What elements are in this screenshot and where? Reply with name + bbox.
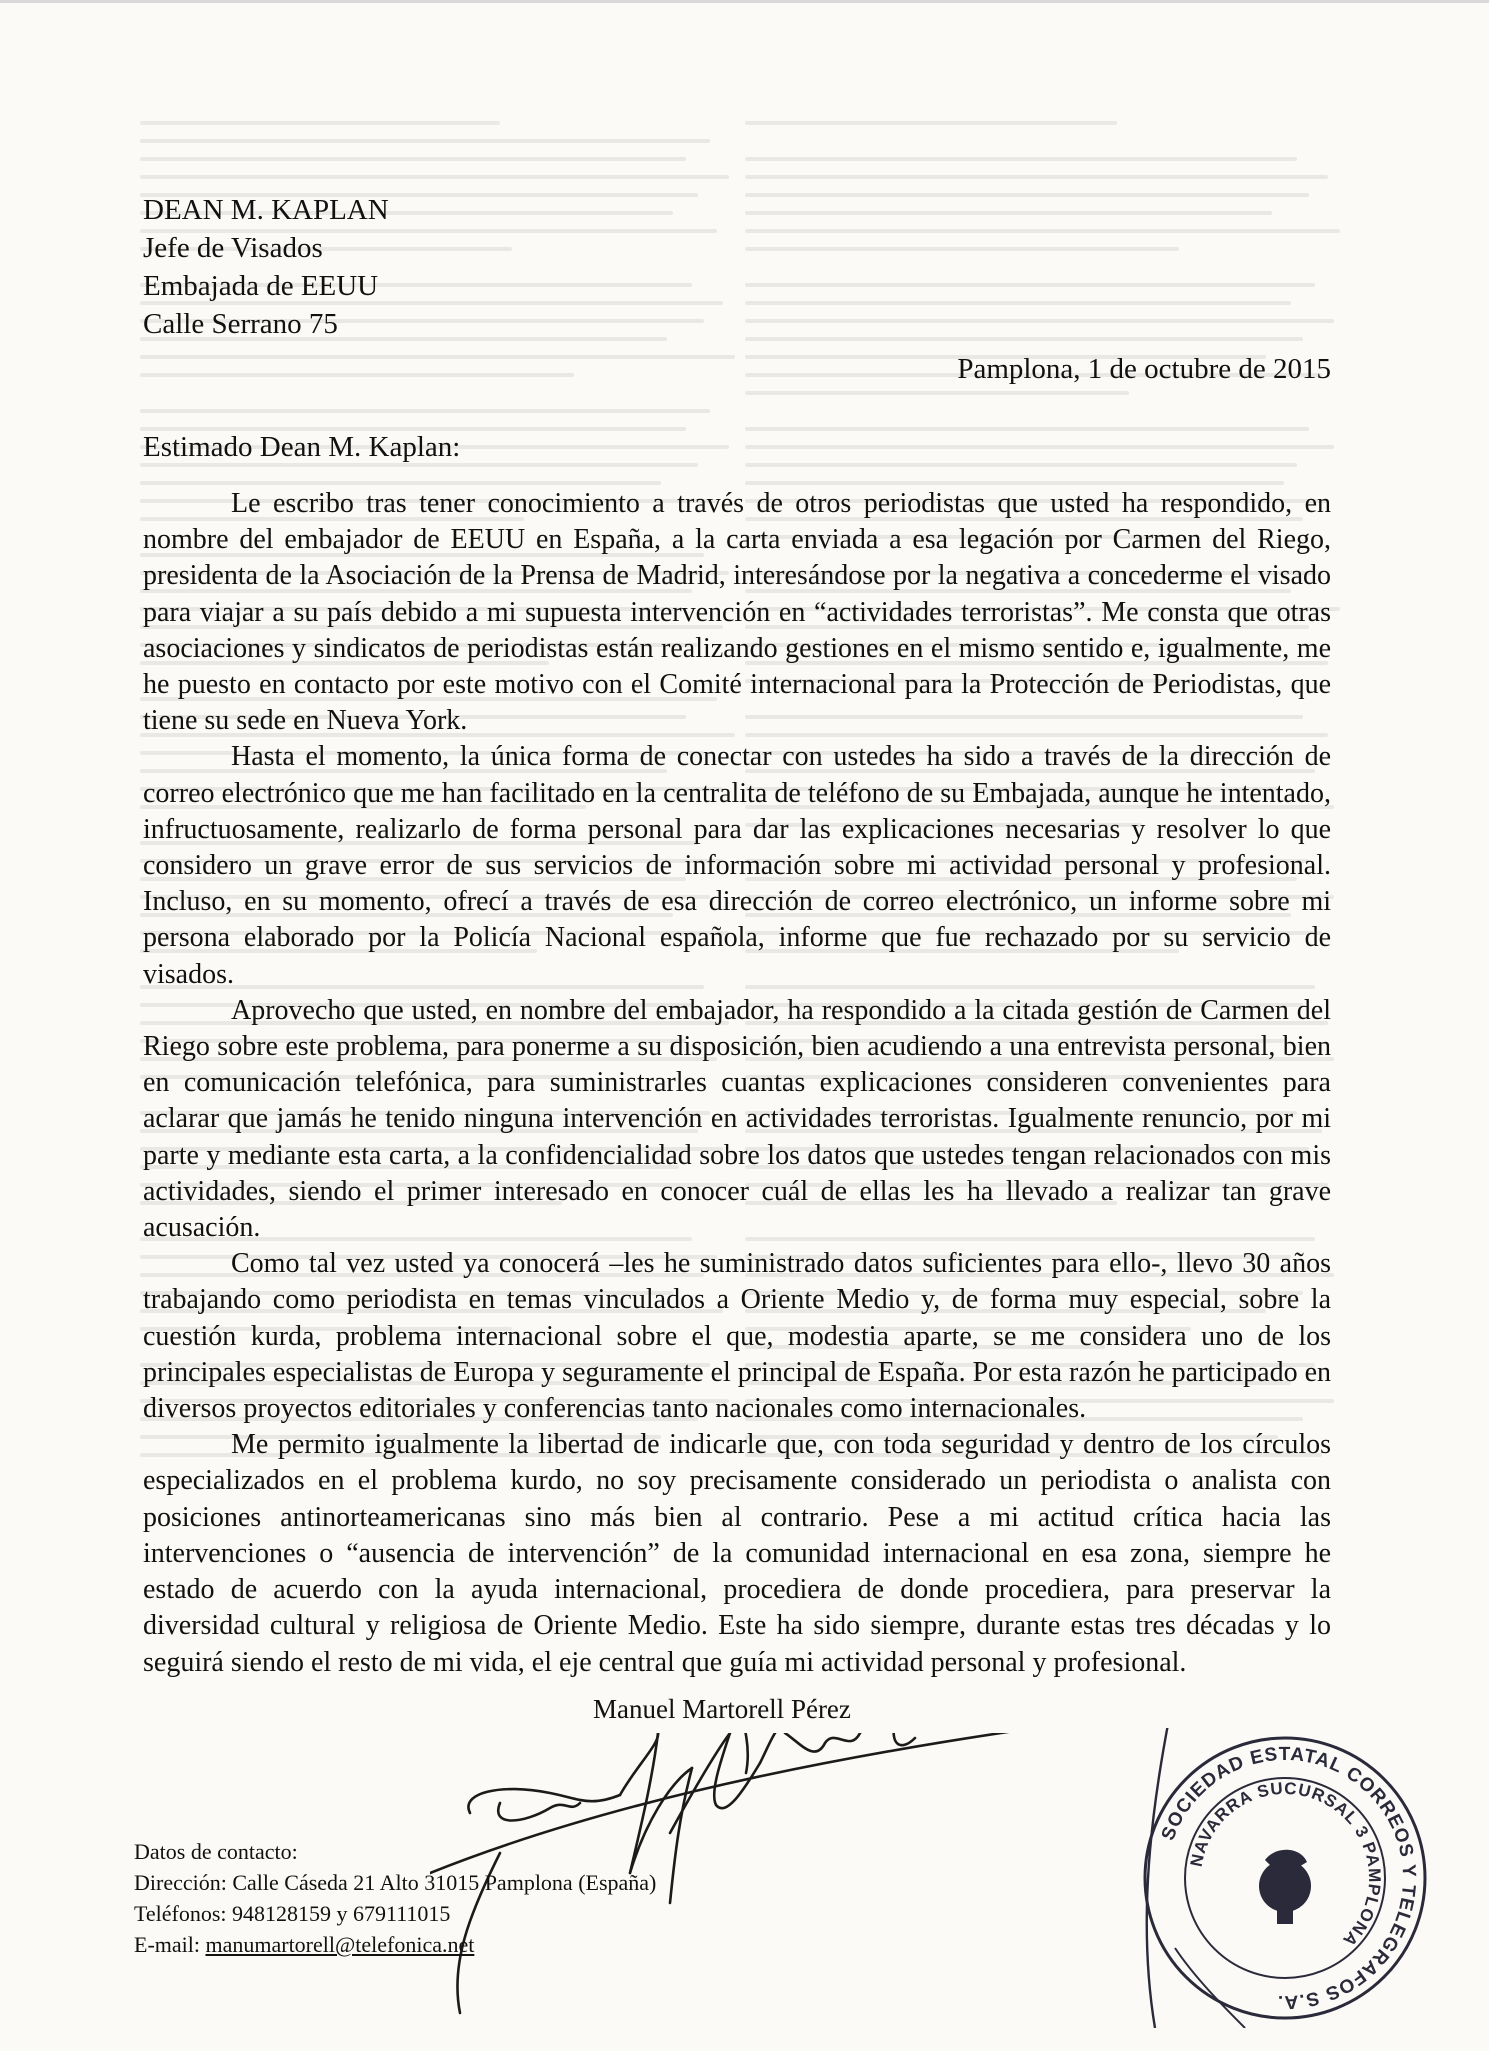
show-through-line [745,319,1334,323]
show-through-line [745,481,1284,485]
body-paragraph: Le escribo tras tener conocimiento a través de otros periodistas que usted ha respondido, en nombre del embajador de EEUU en España, a la carta enviada a esa legación por Carmen del Riego, presidenta de la Asociación de la Prensa de Madrid, interesándose por la negativa a concederme el visado para viajar a su país debido a mi supuesta intervención en “actividades terroristas”. Me consta que otras asociaciones y sindicatos de periodistas están realizando gestiones en el mismo sentido e, igualmente, me he puesto en contacto por este motivo con el Comité internacional para la Protección de Periodistas, que tiene su sede en Nueva York. [143,488,1331,737]
signer-name: Manuel Martorell Pérez [593,1694,851,1724]
contact-address: Dirección: Calle Cáseda 21 Alto 31015 Pamplona (España) [134,1870,657,1895]
show-through-line [745,445,1334,449]
recipient-block [143,191,389,343]
show-through-line [745,391,1129,395]
recipient-organization: Embajada de EEUU [143,270,379,302]
show-through-line [140,355,735,359]
contact-block [134,1836,656,1960]
body-paragraph: Como tal vez usted ya conocerá –les he suministrado datos suficientes para ello-, llevo 30 años trabajando como periodista en temas vinculados a Oriente Medio y, de forma muy especial, sobre la cuestión kurda, problema internacional sobre el que, modestia aparte, se me considera uno de los principales especialistas de Europa y seguramente el principal de España. Por esta razón he participado en diversos proyectos editoriales y conferencias tanto nacionales como internacionales. [143,1248,1331,1425]
show-through-line [745,463,1297,467]
show-through-line [745,211,1272,215]
show-through-line [745,337,1303,341]
post-office-stamp [1135,1728,1435,2028]
contact-heading: Datos de contacto: [134,1839,298,1864]
show-through-line [745,427,1309,431]
recipient-title: Jefe de Visados [143,232,323,264]
show-through-line [140,157,686,161]
letter-body [143,486,1331,1681]
show-through-line [140,139,710,143]
contact-email-label: E-mail: [134,1932,206,1957]
show-through-line [745,283,1315,287]
show-through-line [140,409,710,413]
contact-email-line [134,1929,656,1960]
show-through-line [745,157,1297,161]
show-through-line [745,301,1291,305]
stamp-outer-text: SOCIEDAD ESTATAL CORREOS Y TELEGRAFOS S.A. [1157,1743,1420,2013]
show-through-line [140,481,661,485]
show-through-line [745,229,1340,233]
show-through-line [140,121,500,125]
body-paragraph: Me permito igualmente la libertad de indicarle que, con toda seguridad y dentro de los círculos especializados en el problema kurdo, no soy precisamente considerado un periodista o analista con posiciones antinorteamericanas sino más bien al contrario. Pese a mi actitud crítica hacia las intervenciones o “ausencia de intervención” de la comunidad internacional en esa zona, siempre he estado de acuerdo con la ayuda internacional, procediera de donde procediera, para preservar la diversidad cultural y religiosa de Oriente Medio. Este ha sido siempre, durante estas tres décadas y lo seguirá siendo el resto de mi vida, el eje central que guía mi actividad personal y profesional. [143,1429,1331,1678]
show-through-line [745,175,1328,179]
recipient-address: Calle Serrano 75 [143,308,338,340]
contact-email-link[interactable]: manumartorell@telefonica.net [205,1932,475,1957]
body-paragraph: Hasta el momento, la única forma de conectar con ustedes ha sido a través de la dirección de correo electrónico que me han facilitado en la centralita de teléfono de su Embajada, aunque he intentado, infructuosamente, realizarlo de forma personal para dar las explicaciones necesarias y resolver lo que considero un grave error de sus servicios de información sobre mi actividad personal y profesional. Incluso, en su momento, ofrecí a través de esa dirección de correo electrónico, un informe sobre mi persona elaborado por la Policía Nacional española, informe que fue rechazado por su servicio de visados. [143,741,1331,990]
recipient-name: DEAN M. KAPLAN [143,194,389,226]
salutation: Estimado Dean M. Kaplan: [143,431,461,463]
contact-phones: Teléfonos: 948128159 y 679111015 [134,1901,451,1926]
show-through-line [140,175,729,179]
stamp-inner-text: NAVARRA SUCURSAL 3 PAMPLONA [1186,1778,1385,1951]
show-through-line [745,247,1179,251]
show-through-line [140,373,574,377]
show-through-line [745,193,1309,197]
show-through-line [745,121,1117,125]
body-paragraph: Aprovecho que usted, en nombre del embajador, ha respondido a la citada gestión de Carmen del Riego sobre este problema, para ponerme a su disposición, bien acudiendo a una entrevista personal, bien en comunicación telefónica, para suministrarles cuantas explicaciones consideren convenientes para aclarar que jamás he tenido ninguna intervención en actividades terroristas. Igualmente renuncio, por mi parte y mediante esta carta, a la confidencialidad sobre los datos que ustedes tengan relacionados con mis actividades, siendo el primer interesado en conocer cuál de ellas les ha llevado a realizar tan grave acusación. [143,994,1331,1244]
date-line: Pamplona, 1 de octubre de 2015 [957,353,1331,385]
